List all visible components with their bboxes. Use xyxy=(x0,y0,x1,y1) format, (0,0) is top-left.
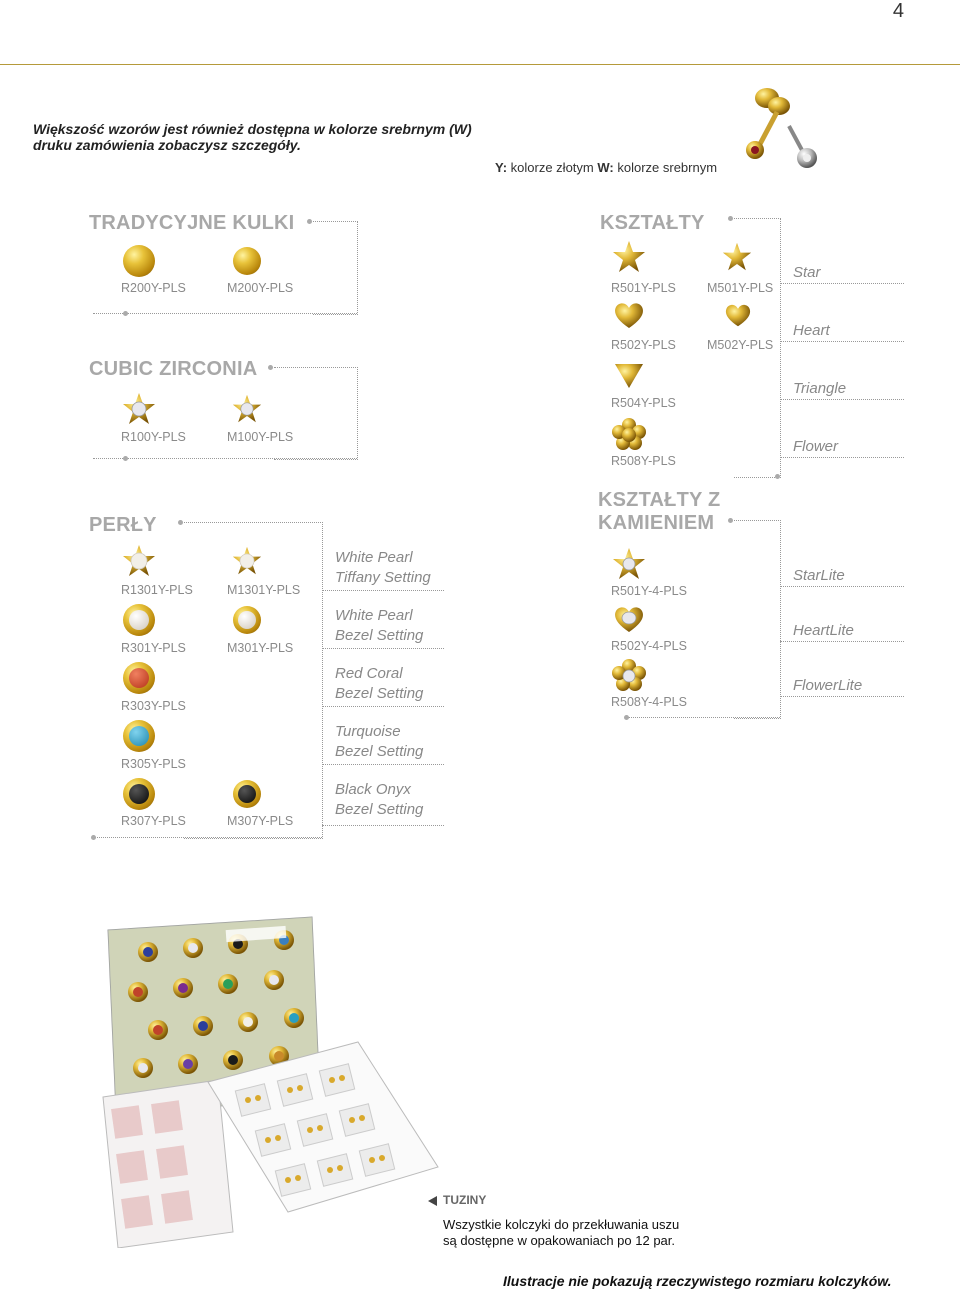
row-divider xyxy=(780,586,904,587)
product-code: M502Y-PLS xyxy=(707,338,774,352)
description: Heart xyxy=(793,322,830,339)
section-rule xyxy=(93,458,357,459)
rule-dot xyxy=(91,835,96,840)
row-divider xyxy=(322,648,444,649)
heart-stud-r502 xyxy=(612,300,646,330)
row-divider xyxy=(322,590,444,591)
ball-stud-m200 xyxy=(233,247,261,275)
bezel-stud-m307 xyxy=(233,780,261,808)
product-code: M1301Y-PLS xyxy=(227,583,301,597)
product-packaging-photo xyxy=(98,912,443,1248)
bezel-stud-m301 xyxy=(233,606,261,634)
row-divider xyxy=(322,706,444,707)
bezel-stud-r301 xyxy=(123,604,155,636)
bezel-stud-r307 xyxy=(123,778,155,810)
tuziny-text xyxy=(443,1217,679,1249)
description: FlowerLite xyxy=(793,677,863,694)
section-bracket xyxy=(313,221,358,315)
description: Star xyxy=(793,264,821,281)
availability-note xyxy=(33,121,472,153)
section-title-perly: PERŁY xyxy=(89,514,157,536)
product-code: R501Y-4-PLS xyxy=(611,584,687,598)
footer-disclaimer: Ilustracje nie pokazują rzeczywistego rozmiaru kolczyków. xyxy=(503,1273,892,1289)
product-code: R307Y-PLS xyxy=(121,814,186,828)
product-code: M100Y-PLS xyxy=(227,430,294,444)
description: White Pearl Tiffany Setting xyxy=(335,549,431,586)
product-code: M501Y-PLS xyxy=(707,281,774,295)
product-code: R100Y-PLS xyxy=(121,430,186,444)
pearl-tiffany-stud-r1301 xyxy=(121,544,157,578)
flower-stud-r508 xyxy=(611,417,647,451)
section-title-ksztalty: KSZTAŁTY xyxy=(600,212,705,234)
product-code: R502Y-4-PLS xyxy=(611,639,687,653)
section-title-tradycyjne: TRADYCYJNE KULKI xyxy=(89,212,295,234)
product-code: R508Y-PLS xyxy=(611,454,676,468)
description: White Pearl Bezel Setting xyxy=(335,607,424,644)
product-code: R1301Y-PLS xyxy=(121,583,193,597)
description: Triangle xyxy=(793,380,847,397)
star-stud-m501 xyxy=(721,242,753,272)
section-rule xyxy=(93,837,322,838)
heart-stud-m502 xyxy=(723,302,753,328)
legend-w-key: W: xyxy=(597,160,614,175)
tuziny-title: TUZINY xyxy=(443,1193,487,1207)
row-divider xyxy=(780,641,904,642)
row-divider xyxy=(322,825,444,826)
note-line-2: druku zamówienia zobaczysz szczegóły. xyxy=(33,137,301,153)
row-divider xyxy=(780,457,904,458)
description: Black Onyx Bezel Setting xyxy=(335,781,424,818)
bezel-stud-r305 xyxy=(123,720,155,752)
flowerlite-stud-r508-4 xyxy=(611,658,647,692)
bracket-dot xyxy=(268,365,273,370)
starlite-stud-r501-4 xyxy=(611,547,647,581)
product-code: M301Y-PLS xyxy=(227,641,294,655)
product-code: R303Y-PLS xyxy=(121,699,186,713)
product-code: R200Y-PLS xyxy=(121,281,186,295)
section-title-kamien: KSZTAŁTY Z KAMIENIEM xyxy=(598,489,721,534)
legend-y-text: kolorze złotym xyxy=(507,160,598,175)
cz-star-stud-r100 xyxy=(121,392,157,426)
tuziny-line-1: Wszystkie kolczyki do przekłuwania uszu xyxy=(443,1217,680,1232)
row-divider xyxy=(780,696,904,697)
rule-dot xyxy=(123,311,128,316)
note-line-1: Większość wzorów jest również dostępna w kolorze srebrnym (W) xyxy=(33,121,472,137)
rule-dot xyxy=(775,474,780,479)
section-rule xyxy=(93,313,357,314)
legend-y-key: Y: xyxy=(495,160,508,175)
section-bracket xyxy=(274,367,358,460)
header-rule xyxy=(0,64,960,65)
section-bracket xyxy=(734,520,781,719)
section-title-cubic: CUBIC ZIRCONIA xyxy=(89,358,258,380)
product-code: R501Y-PLS xyxy=(611,281,676,295)
row-divider xyxy=(780,399,904,400)
ball-stud-r200 xyxy=(123,245,155,277)
tuziny-line-2: są dostępne w opakowaniach po 12 par. xyxy=(443,1233,676,1248)
description: Red Coral Bezel Setting xyxy=(335,665,424,702)
bracket-dot xyxy=(728,216,733,221)
page-number: 4 xyxy=(892,0,904,22)
product-code: R502Y-PLS xyxy=(611,338,676,352)
bezel-stud-r303 xyxy=(123,662,155,694)
tuziny-arrow-icon xyxy=(428,1196,437,1206)
bracket-dot xyxy=(728,518,733,523)
triangle-stud-r504 xyxy=(613,360,645,390)
row-divider xyxy=(322,764,444,765)
row-divider xyxy=(780,341,904,342)
product-code: R301Y-PLS xyxy=(121,641,186,655)
product-code: R305Y-PLS xyxy=(121,757,186,771)
earring-photo xyxy=(735,86,825,178)
product-code: R508Y-4-PLS xyxy=(611,695,687,709)
description: StarLite xyxy=(793,567,845,584)
description: Flower xyxy=(793,438,839,455)
rule-dot xyxy=(123,456,128,461)
description: HeartLite xyxy=(793,622,854,639)
product-code: M200Y-PLS xyxy=(227,281,294,295)
cz-star-stud-m100 xyxy=(231,394,263,424)
section-rule xyxy=(628,717,780,718)
bracket-dot xyxy=(307,219,312,224)
bracket-dot xyxy=(178,520,183,525)
color-legend xyxy=(495,160,717,175)
legend-w-text: kolorze srebrnym xyxy=(613,160,718,175)
pearl-tiffany-stud-m1301 xyxy=(231,546,263,576)
product-code: R504Y-PLS xyxy=(611,396,676,410)
description: Turquoise Bezel Setting xyxy=(335,723,424,760)
row-divider xyxy=(780,283,904,284)
product-code: M307Y-PLS xyxy=(227,814,294,828)
star-stud-r501 xyxy=(611,240,647,274)
heartlite-stud-r502-4 xyxy=(612,604,646,634)
rule-dot xyxy=(624,715,629,720)
